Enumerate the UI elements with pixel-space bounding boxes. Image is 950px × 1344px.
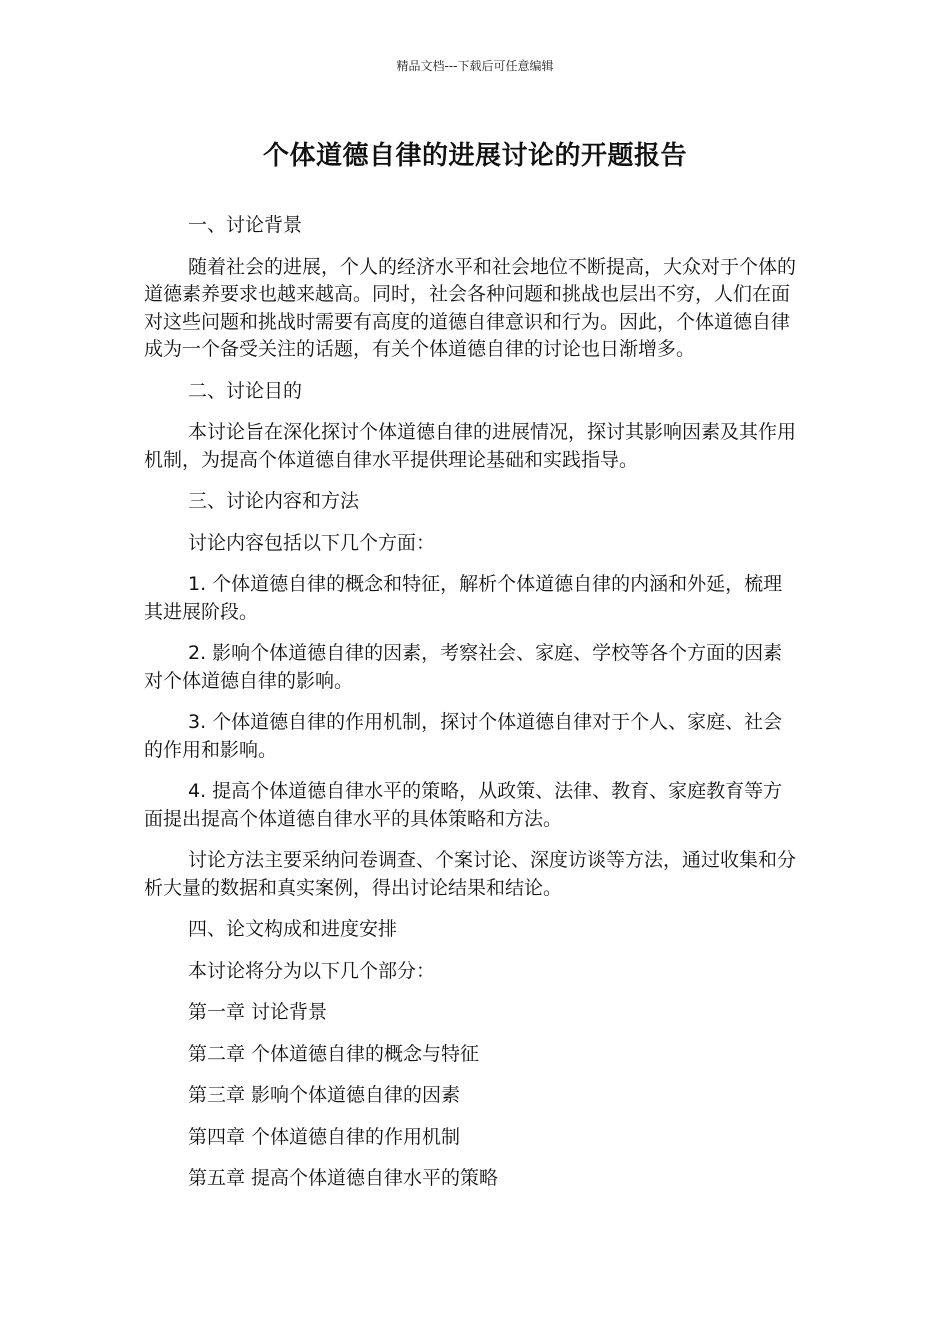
header-note: 精品文档---下载后可任意编辑 [396,59,554,73]
paragraph-method: 讨论方法主要采纳问卷调查、个案讨论、深度访谈等方法，通过收集和分析大量的数据和真实案例，得出讨论结果和结论。 [144,849,797,899]
chapter-item: 第三章 影响个体道德自律的因素 [188,1084,461,1106]
section-heading-purpose: 二、讨论目的 [188,379,303,402]
list-item-2: 2. 影响个体道德自律的因素，考察社会、家庭、学校等各个方面的因素对个体道德自律的影响。 [144,642,783,692]
list-item-4: 4. 提高个体道德自律水平的策略，从政策、法律、教育、家庭教育等方面提出提高个体道德自律水平的具体策略和方法。 [144,780,783,830]
paragraph-content-intro: 讨论内容包括以下几个方面： [188,531,436,554]
paragraph-structure-intro: 本讨论将分为以下几个部分： [188,959,436,982]
chapter-item: 第四章 个体道德自律的作用机制 [188,1125,461,1148]
section-heading-content-method: 三、讨论内容和方法 [188,490,360,512]
section-heading-background: 一、讨论背景 [188,214,303,236]
chapter-item: 第一章 讨论背景 [188,1001,328,1023]
chapter-item: 第二章 个体道德自律的概念与特征 [188,1042,480,1065]
paragraph-purpose: 本讨论旨在深化探讨个体道德自律的进展情况，探讨其影响因素及其作用机制，为提高个体道德自律水平提供理论基础和实践指导。 [144,421,797,471]
document-title: 个体道德自律的进展讨论的开题报告 [262,141,687,171]
section-heading-structure: 四、论文构成和进度安排 [188,918,398,940]
list-item-3: 3. 个体道德自律的作用机制，探讨个体道德自律对于个人、家庭、社会的作用和影响。 [144,711,783,761]
chapter-item: 第五章 提高个体道德自律水平的策略 [188,1167,499,1189]
list-item-1: 1. 个体道德自律的概念和特征，解析个体道德自律的内涵和外延，梳理其进展阶段。 [144,573,783,623]
document-body [144,212,800,1207]
paragraph-background: 随着社会的进展，个人的经济水平和社会地位不断提高，大众对于个体的道德素养要求也越来越高。同时，社会各种问题和挑战也层出不穷，人们在面对这些问题和挑战时需要有高度的道德自律意识和行为。因此，个体道德自律成为一个备受关注的话题，有关个体道德自律的讨论也日渐增多。 [144,255,797,360]
